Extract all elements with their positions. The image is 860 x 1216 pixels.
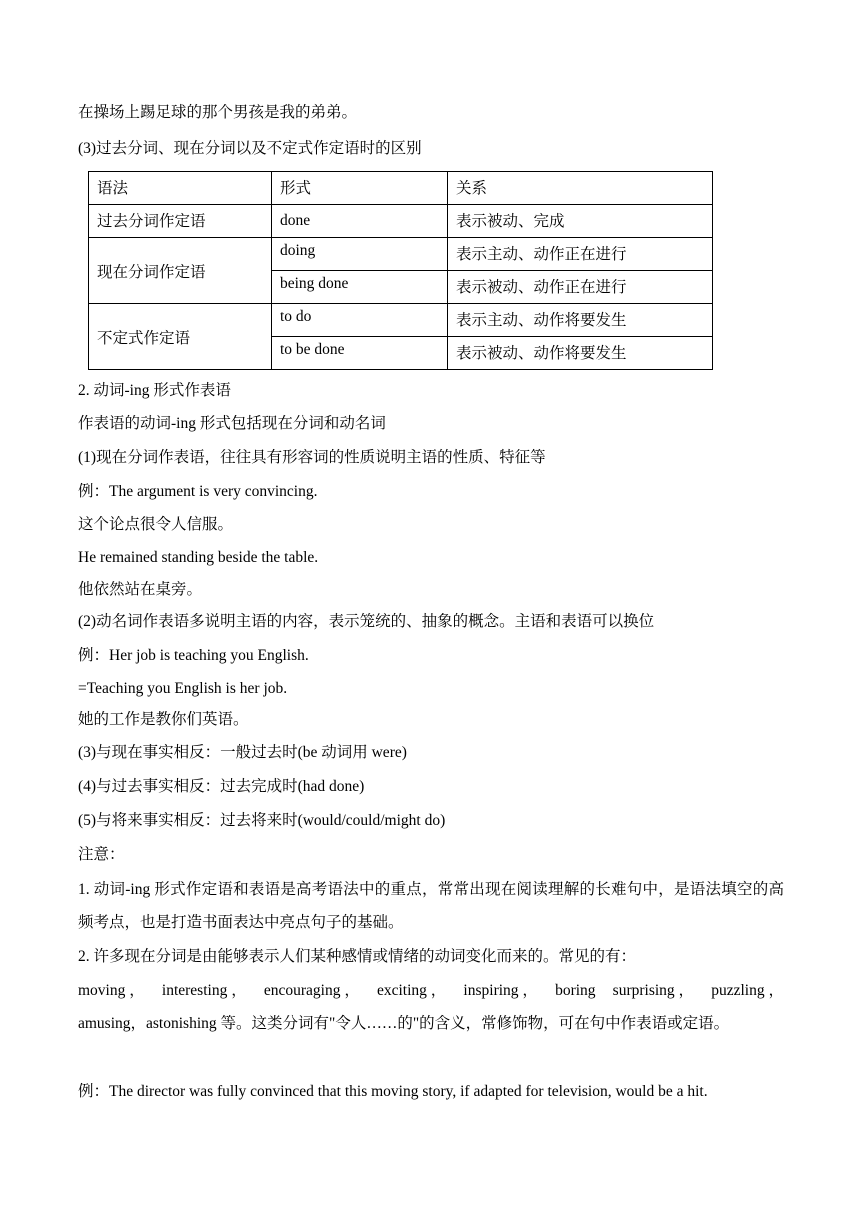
text-line: (2)动名词作表语多说明主语的内容，表示笼统的、抽象的概念。主语和表语可以换位 bbox=[78, 613, 655, 630]
text-line: 他依然站在桌旁。 bbox=[78, 581, 203, 598]
table-cell: 表示被动、完成 bbox=[448, 205, 713, 238]
table-cell: 过去分词作定语 bbox=[89, 205, 272, 238]
example-line: 例：The director was fully convinced that this moving story, if adapted for television, would be a hit. bbox=[78, 1083, 708, 1100]
word-item: boring bbox=[555, 982, 596, 999]
table-row bbox=[89, 304, 713, 337]
text-line: 2. 许多现在分词是由能够表示人们某种感情或情绪的动词变化而来的。常见的有： bbox=[78, 948, 637, 965]
table-cell: 语法 bbox=[89, 172, 272, 205]
text-line: (5)与将来事实相反：过去将来时(would/could/might do) bbox=[78, 812, 446, 829]
word-item: surprising ， bbox=[612, 982, 695, 999]
table-cell: 表示被动、动作将要发生 bbox=[448, 337, 713, 370]
example-line: 例：Her job is teaching you English. bbox=[78, 647, 309, 664]
table-cell: 形式 bbox=[272, 172, 448, 205]
word-item: inspiring ， bbox=[463, 982, 538, 999]
word-item: encouraging ， bbox=[263, 982, 360, 999]
table-cell: being done bbox=[272, 271, 448, 304]
note-heading: 注意： bbox=[78, 846, 125, 863]
table-row bbox=[89, 205, 713, 238]
section-heading: (3)过去分词、现在分词以及不定式作定语时的区别 bbox=[78, 140, 422, 157]
word-item: moving ， bbox=[78, 982, 145, 999]
table-cell: 不定式作定语 bbox=[89, 304, 272, 370]
table-cell: doing bbox=[272, 238, 448, 271]
text-line: 她的工作是教你们英语。 bbox=[78, 711, 249, 728]
note-paragraph: amusing，astonishing 等。这类分词有"令人……的"的含义，常修饰物，可在句中作表语或定语。 bbox=[78, 1015, 730, 1032]
word-item: puzzling ， bbox=[711, 982, 784, 999]
table-cell: 关系 bbox=[448, 172, 713, 205]
table-cell: 现在分词作定语 bbox=[89, 238, 272, 304]
text-line: (1)现在分词作表语，往往具有形容词的性质说明主语的性质、特征等 bbox=[78, 449, 546, 466]
text-line: (4)与过去事实相反：过去完成时(had done) bbox=[78, 778, 365, 795]
note-paragraph: 1. 动词-ing 形式作定语和表语是高考语法中的重点，常常出现在阅读理解的长难句中，是语法填空的高频考点，也是打造书面表达中亮点句子的基础。 bbox=[78, 881, 784, 931]
section-heading: 2. 动词-ing 形式作表语 bbox=[78, 382, 231, 399]
text-line: 这个论点很令人信服。 bbox=[78, 516, 234, 533]
table-cell: to do bbox=[272, 304, 448, 337]
table-cell: 表示主动、动作将要发生 bbox=[448, 304, 713, 337]
text-line: 作表语的动词-ing 形式包括现在分词和动名词 bbox=[78, 415, 386, 432]
table-cell: 表示主动、动作正在进行 bbox=[448, 238, 713, 271]
table-header-row bbox=[89, 172, 713, 205]
grammar-comparison-table bbox=[88, 171, 713, 370]
table-cell: to be done bbox=[272, 337, 448, 370]
word-item: exciting ， bbox=[376, 982, 447, 999]
word-list bbox=[78, 981, 784, 1001]
text-line: (3)与现在事实相反：一般过去时(be 动词用 were) bbox=[78, 744, 407, 761]
word-item: interesting ， bbox=[161, 982, 247, 999]
example-line: =Teaching you English is her job. bbox=[78, 680, 288, 697]
text-line: 在操场上踢足球的那个男孩是我的弟弟。 bbox=[78, 104, 358, 121]
example-line: 例：The argument is very convincing. bbox=[78, 483, 318, 500]
table-row bbox=[89, 238, 713, 271]
table-cell: done bbox=[272, 205, 448, 238]
example-line: He remained standing beside the table. bbox=[78, 549, 319, 566]
table-cell: 表示被动、动作正在进行 bbox=[448, 271, 713, 304]
